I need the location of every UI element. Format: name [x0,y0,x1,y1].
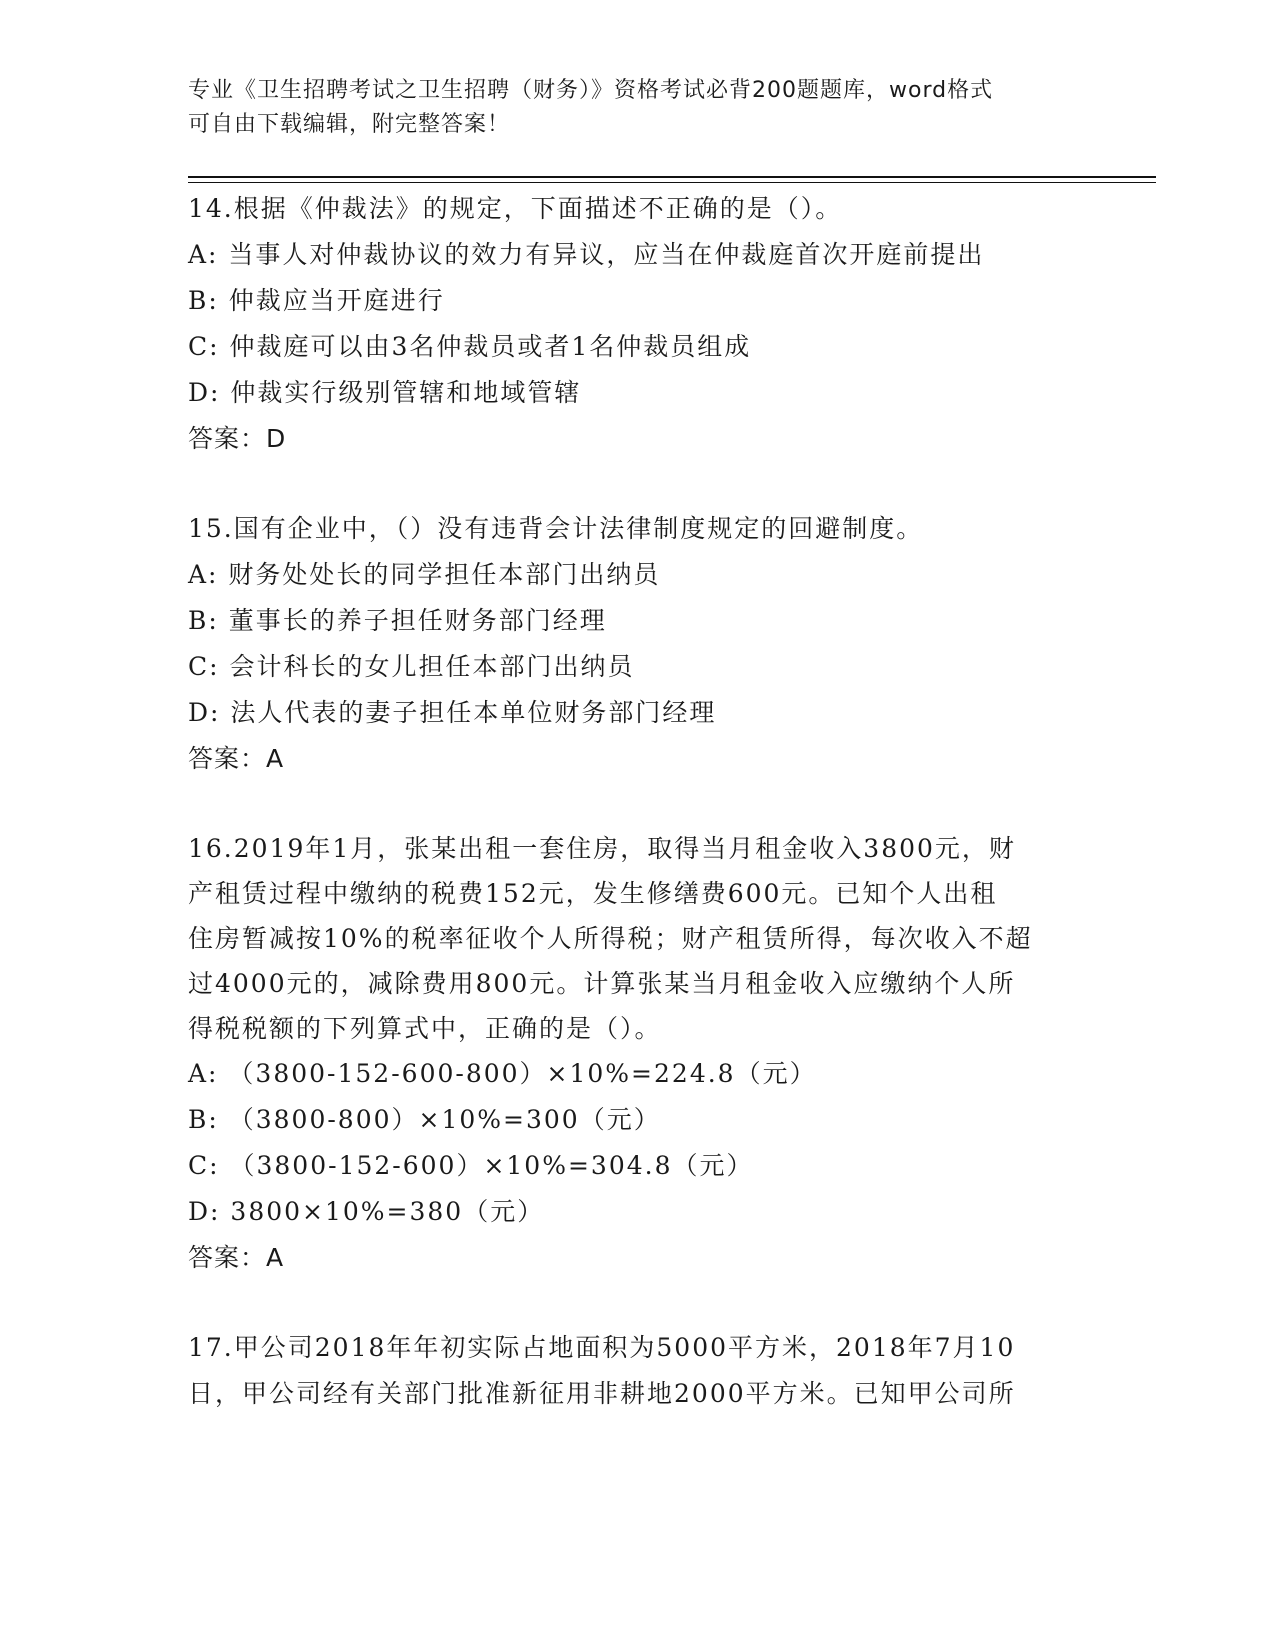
answer: 答案：A [188,744,285,773]
header-line-1: 专业《卫生招聘考试之卫生招聘（财务）》资格考试必背200题题库，word格式 [188,78,994,103]
question-text-line: 16.2019年1月，张某出租一套住房，取得当月租金收入3800元，财 [188,834,1016,863]
question-text-line: 住房暂减按10%的税率征收个人所得税；财产租赁所得，每次收入不超 [188,924,1033,953]
question-text-line: 得税税额的下列算式中，正确的是（）。 [188,1014,662,1043]
option-d: D: 3800×10%=380（元） [188,1197,545,1226]
option-c: C: 会计科长的女儿担任本部门出纳员 [188,652,635,681]
question-text-line: 过4000元的，减除费用800元。计算张某当月租金收入应缴纳个人所 [188,969,1016,998]
answer: 答案：D [188,424,287,453]
option-c: C: （3800-152-600）×10%=304.8（元） [188,1151,754,1180]
option-a: A: （3800-152-600-800）×10%=224.8（元） [188,1059,817,1088]
option-b: B: 董事长的养子担任财务部门经理 [188,606,607,635]
option-d: D: 法人代表的妻子担任本单位财务部门经理 [188,698,717,727]
option-a: A: 财务处处长的同学担任本部门出纳员 [188,560,661,589]
option-b: B: 仲裁应当开庭进行 [188,286,445,315]
header-rule-thin [188,182,1156,183]
question-text-line: 17.甲公司2018年年初实际占地面积为5000平方米，2018年7月10 [188,1333,1016,1362]
question-16 [188,826,1088,1281]
option-d: D: 仲裁实行级别管辖和地域管辖 [188,378,582,407]
header-rule-thick [188,176,1156,178]
option-c: C: 仲裁庭可以由3名仲裁员或者1名仲裁员组成 [188,332,752,361]
question-text-line: 日，甲公司经有关部门批准新征用非耕地2000平方米。已知甲公司所 [188,1379,1016,1408]
option-a: A: 当事人对仲裁协议的效力有异议，应当在仲裁庭首次开庭前提出 [188,240,985,269]
question-15 [188,506,1088,782]
question-14 [188,186,1088,462]
question-17 [188,1325,1088,1417]
question-list [188,186,1088,1417]
option-b: B: （3800-800）×10%=300（元） [188,1105,661,1134]
question-text-line: 产租赁过程中缴纳的税费152元，发生修缮费600元。已知个人出租 [188,879,998,908]
document-header [188,74,1088,142]
answer: 答案：A [188,1243,285,1272]
question-text: 15.国有企业中，（）没有违背会计法律制度规定的回避制度。 [188,514,924,543]
header-line-2: 可自由下载编辑，附完整答案！ [188,112,511,137]
question-text: 14.根据《仲裁法》的规定，下面描述不正确的是（）。 [188,194,843,223]
